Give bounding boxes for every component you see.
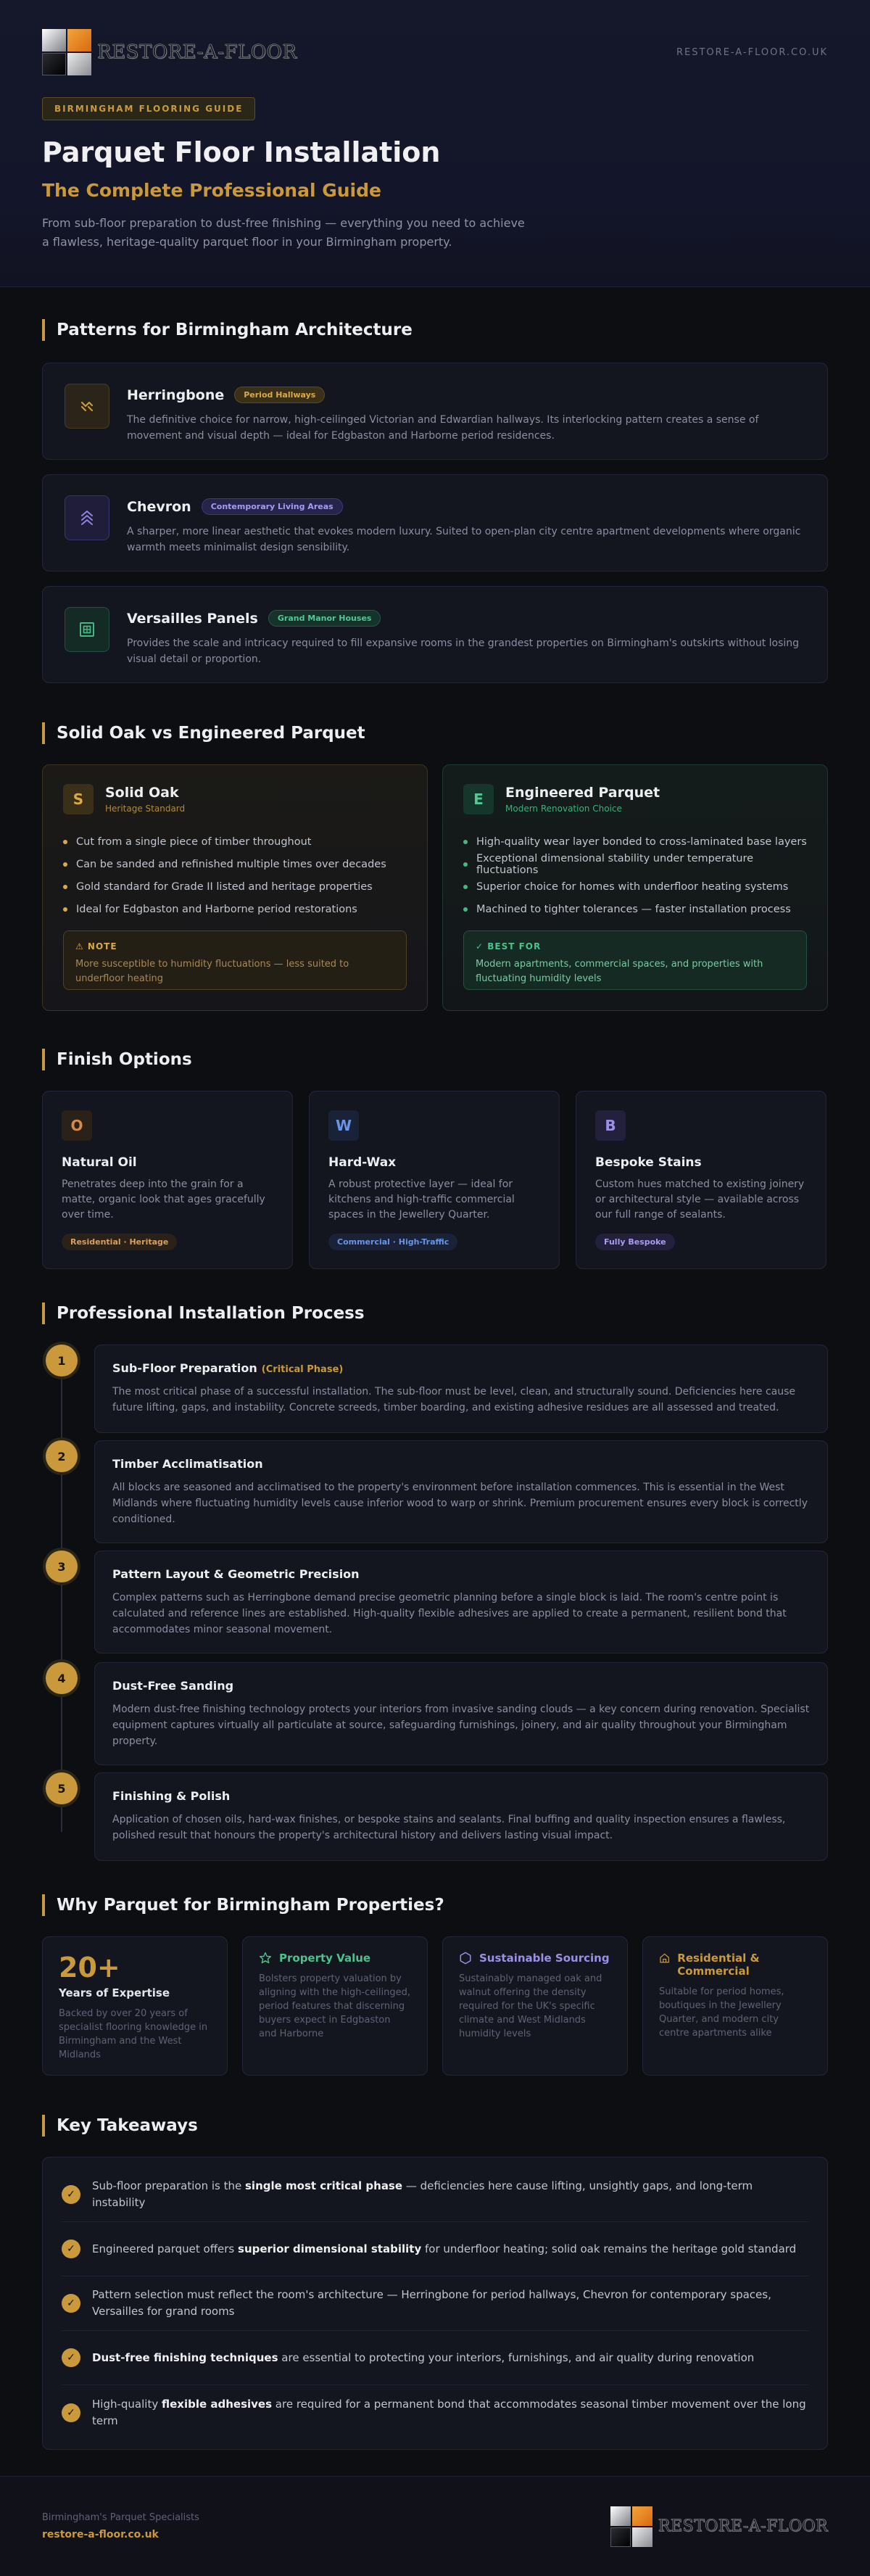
pattern-name: Chevron — [127, 498, 191, 515]
step-number-badge: 1 — [46, 1345, 78, 1376]
step-title: Pattern Layout & Geometric Precision — [112, 1567, 360, 1581]
stat-description: Backed by over 20 years of specialist flooring knowledge in Birmingham and the West Midlands — [59, 2008, 208, 2060]
process-step — [94, 1662, 828, 1765]
best-for-box — [463, 930, 807, 990]
process-section — [0, 1303, 870, 1896]
note-text: More susceptible to humidity fluctuations — less suited to underfloor heating — [75, 959, 349, 984]
home-icon — [659, 1952, 670, 1965]
footer-tagline: Birmingham's Parquet Specialists — [42, 2512, 199, 2523]
why-title: Sustainable Sourcing — [479, 1952, 610, 1965]
finish-tag: Fully Bespoke — [595, 1234, 675, 1250]
feature-list — [63, 830, 407, 920]
finish-description: Penetrates deep into the grain for a matte, organic look that ages gracefully over time. — [62, 1178, 265, 1221]
finish-name: Natural Oil — [62, 1155, 137, 1170]
brand-wordmark: RESTORE-A-FLOOR — [97, 41, 297, 63]
note-box — [63, 930, 407, 990]
why-card-sustainable — [442, 1936, 628, 2076]
process-step — [94, 1772, 828, 1861]
check-icon: ✓ — [62, 2348, 80, 2367]
why-cards — [42, 1936, 828, 2076]
process-timeline — [42, 1345, 828, 1896]
why-card-property-value — [242, 1936, 428, 2076]
timeline-line — [61, 1361, 62, 1832]
step-title: Timber Acclimatisation — [112, 1457, 263, 1471]
logo-mark-icon — [42, 29, 91, 75]
note-text: Modern apartments, commercial spaces, and properties with fluctuating humidity levels — [476, 959, 763, 984]
bullet-icon — [63, 862, 67, 867]
why-card-expertise — [42, 1936, 228, 2076]
section-title-takeaways: Key Takeaways — [42, 2115, 828, 2137]
list-item: Gold standard for Grade II listed and heritage properties — [63, 875, 407, 898]
list-item: ✓ High-quality flexible adhesives are required for a permanent bond that accommodates seasonal timber movement over the long term — [62, 2385, 808, 2440]
pattern-name: Herringbone — [127, 387, 225, 403]
list-item: ✓ Engineered parquet offers superior dimensional stability for underfloor heating; solid oak remains the heritage gold standard — [62, 2222, 808, 2276]
finishes-section — [0, 1049, 870, 1269]
finish-description: Custom hues matched to existing joinery or architectural style — available across our full range of sealants. — [595, 1178, 805, 1221]
comparison-cards — [42, 764, 828, 1011]
versailles-panel-icon — [65, 607, 109, 652]
takeaways-card — [42, 2157, 828, 2450]
note-label: ⚠ NOTE — [75, 941, 117, 951]
finish-card-hard-wax — [309, 1091, 560, 1269]
pattern-card-herringbone — [42, 363, 828, 460]
step-description: Application of chosen oils, hard-wax finishes, or bespoke stains and sealants. Final buffing and quality inspection ensures a flawless, polished result that honours the property's architectural history and delivers lasting visual impact. — [112, 1814, 786, 1841]
step-title: Dust-Free Sanding — [112, 1679, 234, 1693]
why-title: Residential & Commercial — [677, 1952, 760, 1978]
bullet-icon — [63, 885, 67, 889]
stat-label: Years of Expertise — [59, 1986, 170, 1999]
solid-oak-letter-icon: S — [63, 784, 94, 814]
finish-tag: Commercial · High-Traffic — [328, 1234, 457, 1250]
why-card-residential-commercial — [642, 1936, 828, 2076]
card-tag: Modern Renovation Choice — [505, 804, 622, 814]
step-number-badge: 4 — [46, 1662, 78, 1694]
why-title: Property Value — [279, 1952, 371, 1965]
list-item: Exceptional dimensional stability under temperature fluctuations — [463, 853, 807, 875]
why-section — [0, 1894, 870, 2076]
star-icon — [259, 1952, 272, 1965]
bullet-icon — [463, 885, 468, 889]
pattern-description: The definitive choice for narrow, high-ceilinged Victorian and Edwardian hallways. Its interlocking pattern creates a sense of movement and visual depth — ideal for Edgbaston and Harborne period residences. — [127, 414, 759, 442]
finish-name: Hard-Wax — [328, 1155, 397, 1170]
comparison-section — [0, 722, 870, 1011]
finish-card-natural-oil — [42, 1091, 293, 1269]
list-item: ✓ Dust-free finishing techniques are essential to protecting your interiors, furnishings, and air quality during renovation — [62, 2331, 808, 2385]
why-description: Bolsters property valuation by aligning with the high-ceilinged, period features that discerning buyers expect in Edgbaston and Harborne — [259, 1973, 410, 2039]
critical-label: (Critical Phase) — [261, 1364, 344, 1375]
step-title: Sub-Floor Preparation (Critical Phase) — [112, 1361, 344, 1375]
feature-list — [463, 830, 807, 920]
finish-name: Bespoke Stains — [595, 1155, 702, 1170]
brand-logo[interactable] — [42, 29, 297, 75]
wax-letter-icon: W — [328, 1110, 359, 1141]
takeaways-section — [0, 2115, 870, 2450]
page-title: Parquet Floor Installation — [42, 136, 441, 168]
note-label: ✓ BEST FOR — [476, 941, 542, 951]
check-icon: ✓ — [62, 2294, 80, 2313]
step-description: The most critical phase of a successful installation. The sub-floor must be level, clean, and structurally sound. Deficiencies here cause future lifting, gaps, and instability. Concrete screeds, timber boarding, and existing adhesive residues are all assessed and treated. — [112, 1386, 796, 1413]
section-title-comparison: Solid Oak vs Engineered Parquet — [42, 722, 828, 744]
patterns-section — [0, 319, 870, 683]
pattern-description: Provides the scale and intricacy required to fill expansive rooms in the grandest properties on Birmingham's outskirts without losing visual detail or proportion. — [127, 637, 800, 665]
chevron-icon — [65, 495, 109, 540]
pattern-description: A sharper, more linear aesthetic that evokes modern luxury. Suited to open-plan city centre apartment developments where organic warmth meets minimalist design sensibility. — [127, 526, 801, 553]
process-step — [94, 1551, 828, 1654]
step-description: All blocks are seasoned and acclimatised to the property's environment before installation commences. This is essential in the West Midlands where fluctuating humidity levels cause inferior wood to warp or shrink. Premium procurement ensures every block is correctly conditioned. — [112, 1482, 808, 1525]
list-item: High-quality wear layer bonded to cross-laminated base layers — [463, 830, 807, 853]
list-item: Machined to tighter tolerances — faster installation process — [463, 898, 807, 920]
footer-link[interactable]: restore-a-floor.co.uk — [42, 2529, 159, 2540]
finish-card-bespoke-stains — [576, 1091, 826, 1269]
card-title: Solid Oak — [105, 785, 179, 801]
check-icon: ✓ — [62, 2403, 80, 2422]
pattern-card-versailles — [42, 586, 828, 683]
bullet-icon — [463, 907, 468, 912]
guide-badge: BIRMINGHAM FLOORING GUIDE — [42, 97, 255, 120]
footer — [0, 2476, 870, 2576]
section-title-process: Professional Installation Process — [42, 1303, 828, 1324]
check-icon: ✓ — [62, 2239, 80, 2258]
logo-mark-icon — [610, 2506, 652, 2547]
list-item: Superior choice for homes with underfloor heating systems — [463, 875, 807, 898]
hero-header — [0, 0, 870, 287]
stain-letter-icon: B — [595, 1110, 626, 1141]
step-description: Modern dust-free finishing technology protects your interiors from invasive sanding clouds — a key concern during renovation. Specialist equipment captures virtually all particulate at source, safeguarding furnishings, joinery, and air quality throughout your Birmingham property. — [112, 1704, 810, 1747]
step-number-badge: 3 — [46, 1551, 78, 1582]
card-title: Engineered Parquet — [505, 785, 660, 801]
stat-value: 20+ — [59, 1952, 120, 1983]
card-tag: Heritage Standard — [105, 804, 186, 814]
engineered-letter-icon: E — [463, 784, 494, 814]
pattern-tag: Grand Manor Houses — [268, 610, 381, 627]
finish-cards — [42, 1091, 828, 1269]
hexagon-icon — [459, 1952, 472, 1965]
step-description: Complex patterns such as Herringbone demand precise geometric planning before a single block is laid. The room's centre point is calculated and reference lines are established. High-quality flexible adhesives are applied to create a permanent, resilient bond that accommodates minor seasonal movement. — [112, 1592, 787, 1635]
check-icon: ✓ — [62, 2185, 80, 2204]
page-subtitle: The Complete Professional Guide — [42, 180, 381, 201]
solid-oak-card — [42, 764, 428, 1011]
bullet-icon — [463, 862, 468, 867]
pattern-tag: Period Hallways — [234, 387, 325, 403]
bullet-icon — [463, 840, 468, 844]
top-bar — [42, 36, 828, 68]
list-item: ✓ Pattern selection must reflect the room's architecture — Herringbone for period hallways, Chevron for contemporary spaces, Versailles for grand rooms — [62, 2276, 808, 2331]
page-description: From sub-floor preparation to dust-free finishing — everything you need to achieve a flawless, heritage-quality parquet floor in your Birmingham property. — [42, 216, 525, 249]
footer-logo[interactable] — [610, 2506, 828, 2547]
pattern-card-chevron — [42, 474, 828, 571]
pattern-name: Versailles Panels — [127, 610, 258, 627]
list-item: ✓ Sub-floor preparation is the single most critical phase — deficiencies here cause lifting, unsightly gaps, and long-term instability — [62, 2168, 808, 2222]
list-item: Ideal for Edgbaston and Harborne period restorations — [63, 898, 407, 920]
section-title-why: Why Parquet for Birmingham Properties? — [42, 1894, 828, 1916]
list-item: Cut from a single piece of timber throughout — [63, 830, 407, 853]
step-number-badge: 5 — [46, 1772, 78, 1804]
step-title: Finishing & Polish — [112, 1789, 231, 1803]
section-title-finishes: Finish Options — [42, 1049, 828, 1070]
brand-wordmark: RESTORE-A-FLOOR — [658, 2517, 828, 2535]
engineered-parquet-card — [442, 764, 828, 1011]
finish-description: A robust protective layer — ideal for kitchens and high-traffic commercial spaces in the Jewellery Quarter. — [328, 1178, 515, 1221]
site-url[interactable]: RESTORE-A-FLOOR.CO.UK — [676, 46, 828, 58]
pattern-tag: Contemporary Living Areas — [202, 498, 343, 515]
process-step — [94, 1440, 828, 1543]
herringbone-icon — [65, 384, 109, 429]
process-step — [94, 1345, 828, 1433]
why-description: Suitable for period homes, boutiques in the Jewellery Quarter, and modern city centre apartments alike — [659, 1986, 784, 2039]
finish-tag: Residential · Heritage — [62, 1234, 177, 1250]
pattern-list — [42, 363, 828, 683]
section-title-patterns: Patterns for Birmingham Architecture — [42, 319, 828, 341]
bullet-icon — [63, 907, 67, 912]
list-item: Can be sanded and refinished multiple times over decades — [63, 853, 407, 875]
why-description: Sustainably managed oak and walnut offering the density required for the UK's specific climate and West Midlands humidity levels — [459, 1973, 602, 2039]
step-number-badge: 2 — [46, 1440, 78, 1472]
bullet-icon — [63, 840, 67, 844]
oil-letter-icon: O — [62, 1110, 92, 1141]
